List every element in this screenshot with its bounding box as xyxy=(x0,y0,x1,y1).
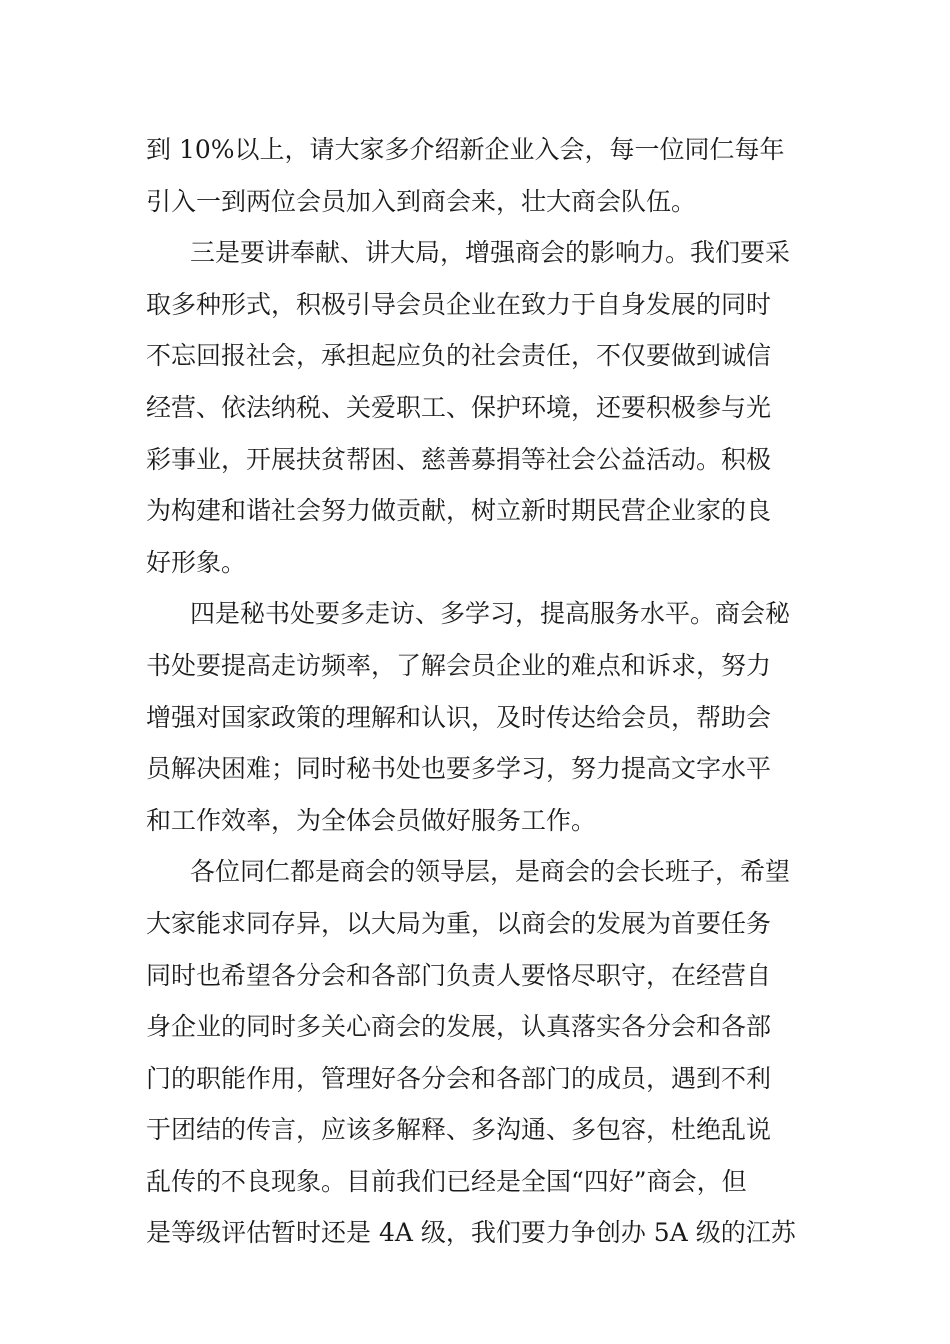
text-line: 同时也希望各分会和各部门负责人要恪尽职守，在经营自 xyxy=(146,960,772,990)
paragraph-1 xyxy=(146,124,818,227)
text-line: 经营、依法纳税、关爱职工、保护环境，还要积极参与光 xyxy=(146,392,772,422)
text-line: 各位同仁都是商会的领导层，是商会的会长班子，希望 xyxy=(190,857,791,887)
text-line: 不忘回报社会，承担起应负的社会责任，不仅要做到诚信 xyxy=(146,341,772,371)
text-line: 是等级评估暂时还是 4A 级，我们要力争创办 5A 级的江苏 xyxy=(146,1218,796,1248)
paragraph-3 xyxy=(146,588,818,846)
text-line: 为构建和谐社会努力做贡献，树立新时期民营企业家的良 xyxy=(146,496,772,526)
text-line: 员解决困难；同时秘书处也要多学习，努力提高文字水平 xyxy=(146,754,772,784)
text-line: 取多种形式，积极引导会员企业在致力于自身发展的同时 xyxy=(146,289,772,319)
text-line: 门的职能作用，管理好各分会和各部门的成员，遇到不利 xyxy=(146,1063,772,1093)
text-line: 增强对国家政策的理解和认识，及时传达给会员，帮助会 xyxy=(146,702,772,732)
text-line: 和工作效率，为全体会员做好服务工作。 xyxy=(146,805,597,835)
text-line: 引入一到两位会员加入到商会来，壮大商会队伍。 xyxy=(146,186,697,216)
text-line: 乱传的不良现象。目前我们已经是全国“四好”商会，但 xyxy=(146,1166,747,1196)
text-line: 彩事业，开展扶贫帮困、慈善募捐等社会公益活动。积极 xyxy=(146,444,772,474)
text-line: 到 10%以上，请大家多介绍新企业入会，每一位同仁每年 xyxy=(146,135,785,164)
text-line: 三是要讲奉献、讲大局，增强商会的影响力。我们要采 xyxy=(190,238,791,268)
text-line: 好形象。 xyxy=(146,547,247,577)
text-line: 书处要提高走访频率，了解会员企业的难点和诉求，努力 xyxy=(146,650,772,680)
text-line: 大家能求同存异，以大局为重，以商会的发展为首要任务 xyxy=(146,908,772,938)
text-line: 四是秘书处要多走访、多学习，提高服务水平。商会秘 xyxy=(190,599,791,629)
text-line: 于团结的传言，应该多解释、多沟通、多包容，杜绝乱说 xyxy=(146,1115,772,1145)
document-body xyxy=(146,124,818,1259)
text-line: 身企业的同时多关心商会的发展，认真落实各分会和各部 xyxy=(146,1012,772,1042)
paragraph-2 xyxy=(146,227,818,588)
paragraph-4 xyxy=(146,846,818,1259)
